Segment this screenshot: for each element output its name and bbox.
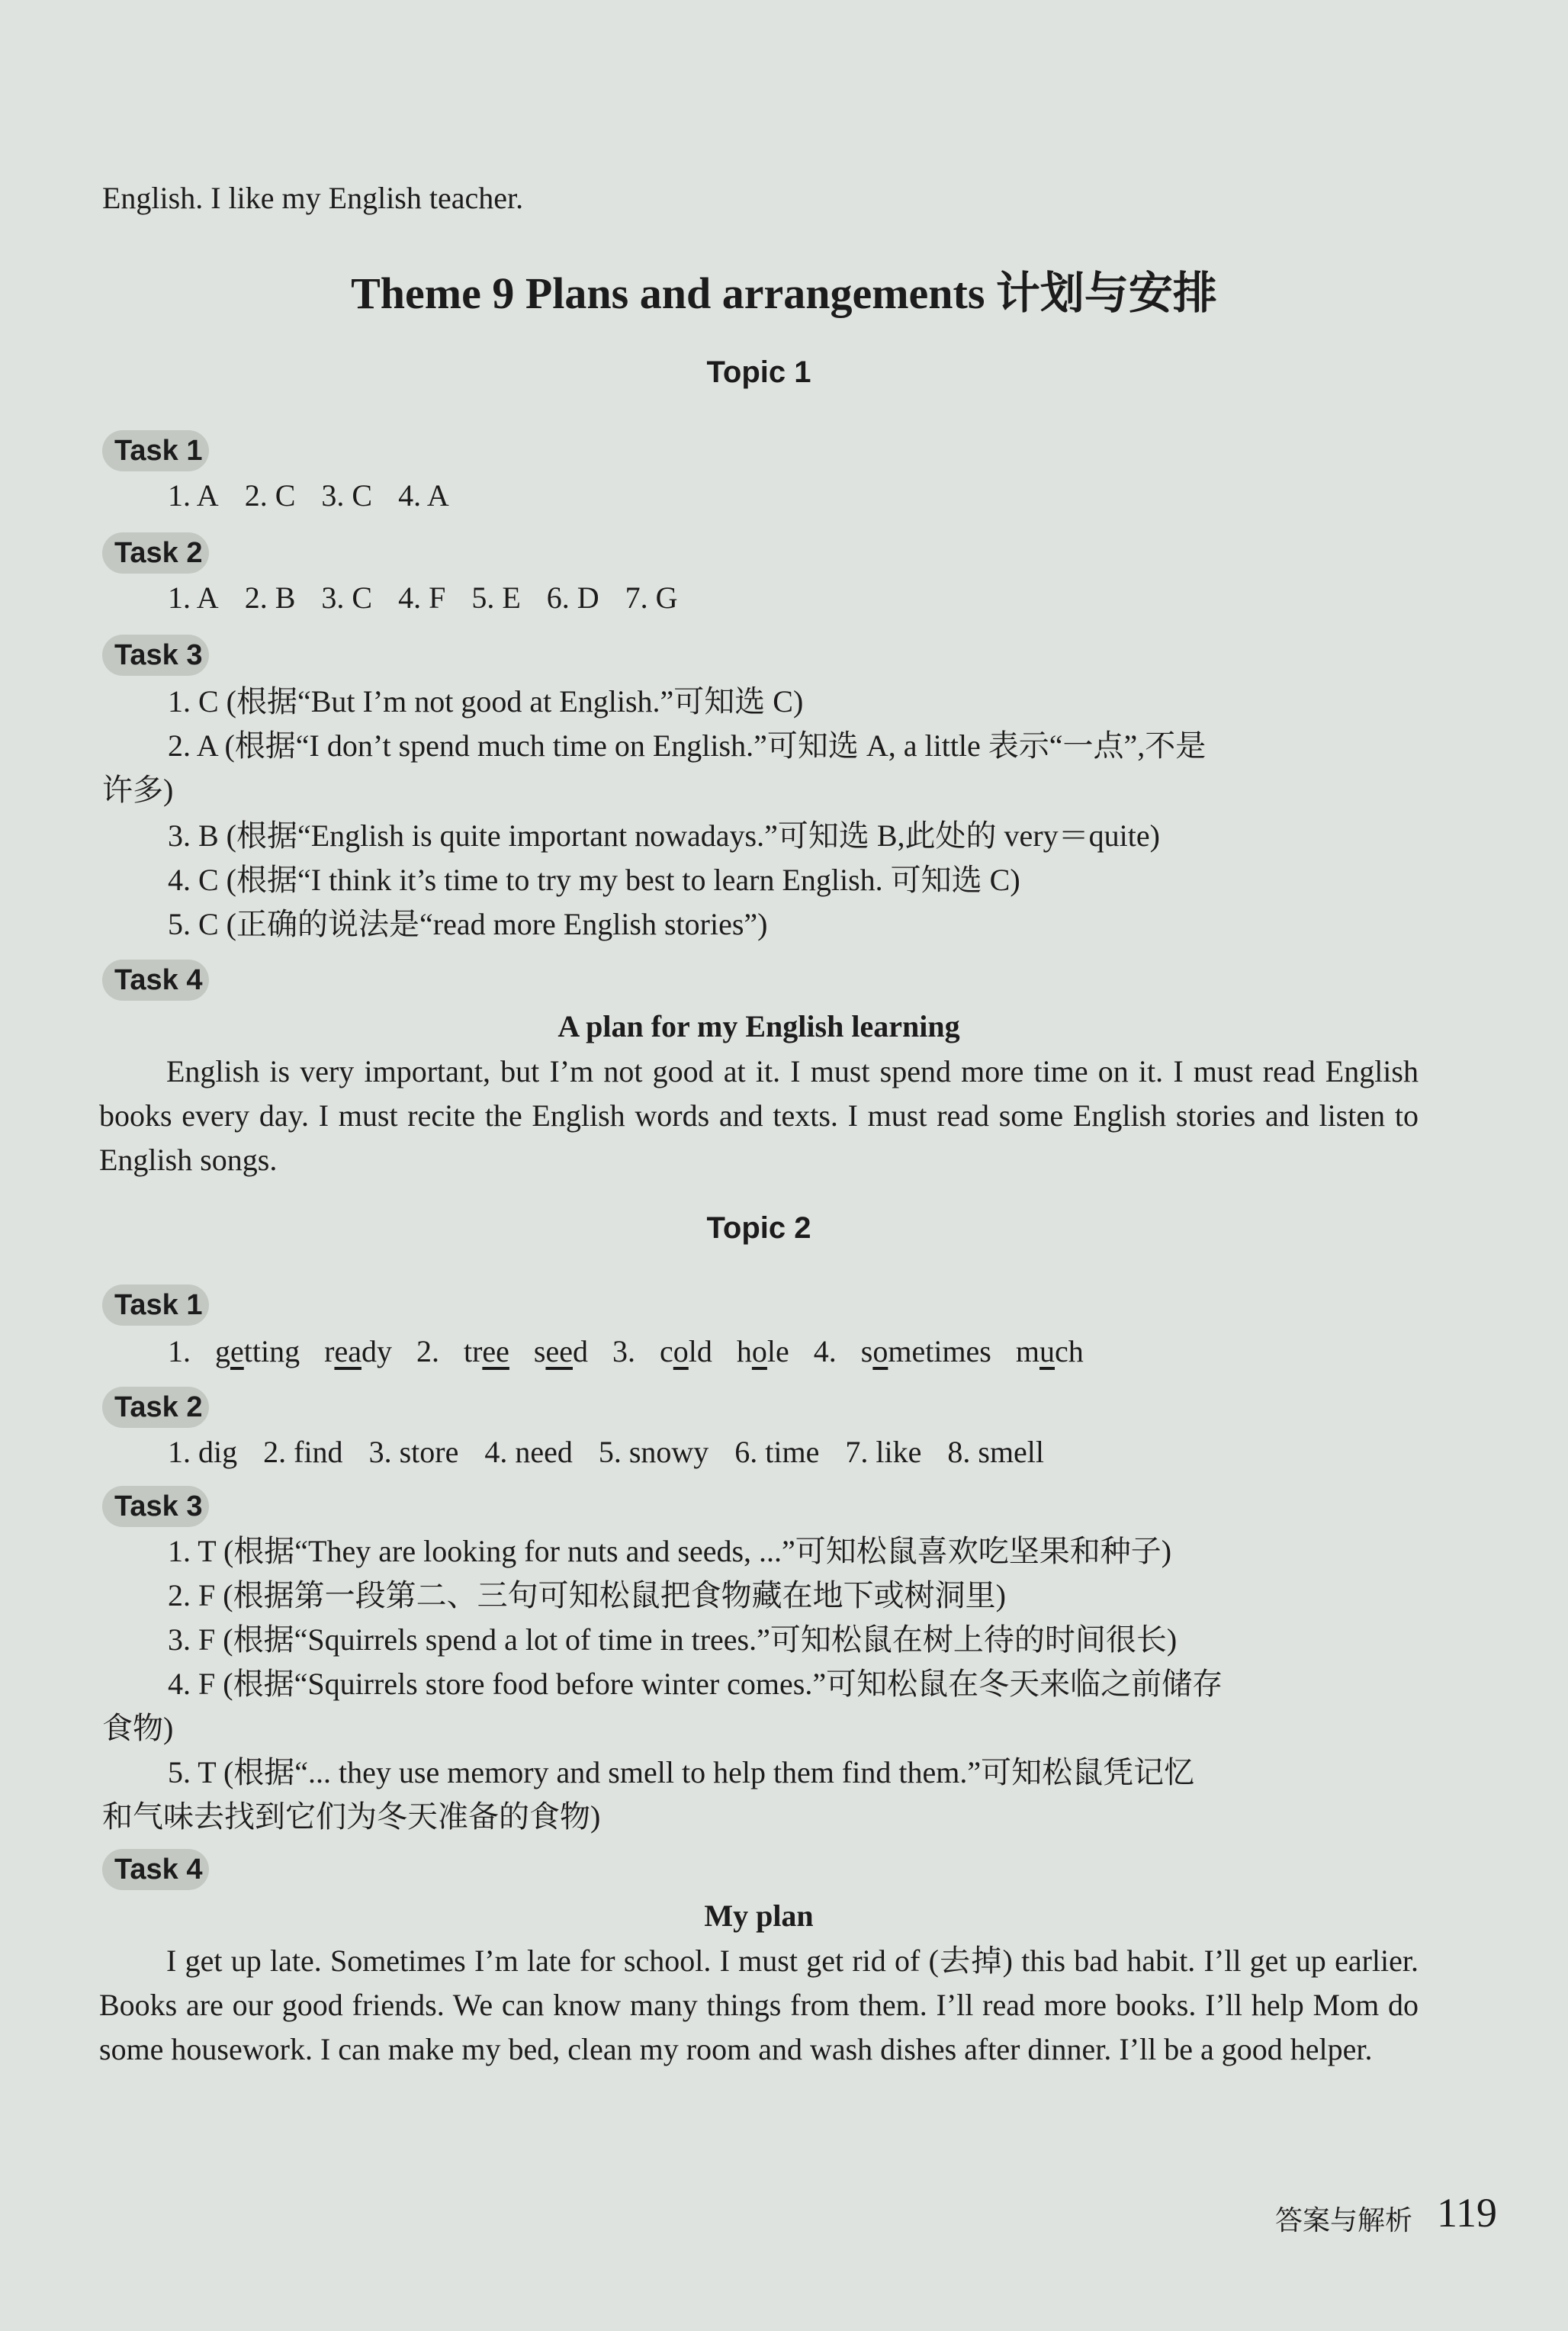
essay-paragraph: I get up late. Sometimes I’m late for school. I must get rid of (去掉) this bad habit. I’ll get up earlier. Books are our good friends. We can know many things from them. I’ll read more books. I’ll help Mom do some housework. I can make my bed, clean my room and wash dishes after dinner. I’ll be a good helper.	[99, 1944, 1419, 2066]
topic2-task3-line: 5. T (根据“... they use memory and smell to help them find them.”可知松鼠凭记忆	[168, 1755, 1195, 1789]
word-part: m	[1015, 1334, 1039, 1368]
item-number: 3.	[612, 1334, 635, 1368]
underlined-letters: e	[230, 1334, 244, 1368]
item-number: 4.	[813, 1334, 837, 1368]
topic2-task3-line: 1. T (根据“They are looking for nuts and seeds, ...”可知松鼠喜欢吃坚果和种子)	[168, 1534, 1172, 1568]
underlined-letters: ee	[545, 1334, 573, 1368]
word	[215, 1332, 300, 1371]
answer: 3. store	[368, 1435, 459, 1469]
topic1-task2-answers	[168, 578, 678, 618]
topic1-task2-badge: Task 2	[102, 532, 209, 574]
word	[861, 1332, 991, 1371]
underlined-letters: u	[1039, 1334, 1055, 1368]
word-part: r	[324, 1334, 335, 1368]
carryover-line: English. I like my English teacher.	[102, 181, 524, 215]
topic2-task2-answers	[168, 1432, 1044, 1472]
word-part: g	[215, 1334, 230, 1368]
word	[737, 1332, 789, 1371]
essay-paragraph: English is very important, but I’m not good at it. I must spend more time on it. I must read English books every day. I must recite the English words and texts. I must read some English stories and listen to English songs.	[99, 1054, 1419, 1177]
word	[534, 1332, 588, 1371]
essay-title: My plan	[704, 1899, 814, 1933]
topic1-task4-badge: Task 4	[102, 960, 209, 1001]
underlined-letters: ea	[334, 1334, 361, 1368]
answer: 1. dig	[168, 1435, 238, 1469]
topic2-task1-answers	[168, 1332, 1084, 1371]
word-part: s	[533, 1334, 546, 1368]
topic2-task4-badge: Task 4	[102, 1849, 209, 1890]
answer: 4. F	[398, 580, 446, 615]
page-number: 119	[1437, 2190, 1497, 2236]
topic-1-heading: Topic 1	[706, 355, 811, 389]
topic1-task3-line: 5. C (正确的说法是“read more English stories”)	[168, 907, 768, 941]
word-part: ld	[688, 1334, 712, 1368]
topic2-task1-badge: Task 1	[102, 1284, 209, 1326]
topic1-task3-line: 许多)	[102, 773, 174, 807]
topic1-task1-badge: Task 1	[102, 430, 209, 471]
answer: 6. time	[734, 1435, 820, 1469]
topic2-task3-line: 和气味去找到它们为冬天准备的食物)	[102, 1799, 601, 1834]
essay-title: A plan for my English learning	[557, 1009, 960, 1043]
word-part: tr	[463, 1334, 483, 1368]
topic2-task2-badge: Task 2	[102, 1387, 209, 1428]
word-part: metimes	[888, 1334, 991, 1368]
word-part: d	[573, 1334, 588, 1368]
underlined-letters: o	[872, 1334, 888, 1368]
topic2-task3-line: 3. F (根据“Squirrels spend a lot of time in trees.”可知松鼠在树上待的时间很长)	[168, 1622, 1178, 1657]
answer: 6. D	[546, 580, 599, 615]
answer: 8. smell	[947, 1435, 1045, 1469]
answer: 1. A	[168, 478, 219, 513]
answer: 3. C	[321, 580, 373, 615]
word-part: le	[766, 1334, 789, 1368]
topic1-task3-line: 1. C (根据“But I’m not good at English.”可知选 C)	[168, 684, 804, 719]
answer: 4. need	[484, 1435, 573, 1469]
topic1-task3-line: 4. C (根据“I think it’s time to try my best to learn English. 可知选 C)	[168, 863, 1020, 897]
topic1-task1-answers	[168, 476, 449, 516]
underlined-letters: o	[673, 1334, 689, 1368]
topic2-task3-line: 4. F (根据“Squirrels store food before winter comes.”可知松鼠在冬天来临之前储存	[168, 1667, 1223, 1701]
answer: 7. like	[845, 1435, 922, 1469]
word	[324, 1332, 392, 1371]
theme-title: Theme 9 Plans and arrangements 计划与安排	[351, 268, 1217, 318]
topic-2-heading: Topic 2	[706, 1211, 811, 1245]
answer: 5. E	[471, 580, 521, 615]
answer: 5. snowy	[598, 1435, 709, 1469]
word-part: ch	[1055, 1334, 1084, 1368]
topic1-task3-badge: Task 3	[102, 635, 209, 676]
word-part: s	[860, 1334, 873, 1368]
answer: 2. find	[263, 1435, 343, 1469]
word-part: tting	[243, 1334, 300, 1368]
topic2-task3-line: 2. F (根据第一段第二、三句可知松鼠把食物藏在地下或树洞里)	[168, 1578, 1006, 1612]
underlined-letters: o	[751, 1334, 767, 1368]
word-part: dy	[361, 1334, 392, 1368]
word-part: c	[660, 1334, 673, 1368]
answer: 3. C	[321, 478, 373, 513]
word	[1016, 1332, 1084, 1371]
word	[660, 1332, 712, 1371]
footer-section-label: 答案与解析	[1275, 2205, 1413, 2236]
answer: 2. C	[244, 478, 296, 513]
answer: 4. A	[398, 478, 449, 513]
word-part: h	[736, 1334, 752, 1368]
topic1-task3-line: 2. A (根据“I don’t spend much time on English.”可知选 A, a little 表示“一点”,不是	[168, 728, 1207, 763]
topic2-task3-badge: Task 3	[102, 1486, 209, 1527]
answer: 2. B	[244, 580, 296, 615]
answer: 1. A	[168, 580, 219, 615]
topic1-task3-line: 3. B (根据“English is quite important nowadays.”可知选 B,此处的 very＝quite)	[168, 818, 1160, 853]
topic2-task3-line: 食物)	[102, 1711, 174, 1745]
word	[464, 1332, 509, 1371]
item-number: 2.	[416, 1334, 439, 1368]
item-number: 1.	[168, 1334, 191, 1368]
underlined-letters: ee	[482, 1334, 509, 1368]
answer: 7. G	[625, 580, 678, 615]
